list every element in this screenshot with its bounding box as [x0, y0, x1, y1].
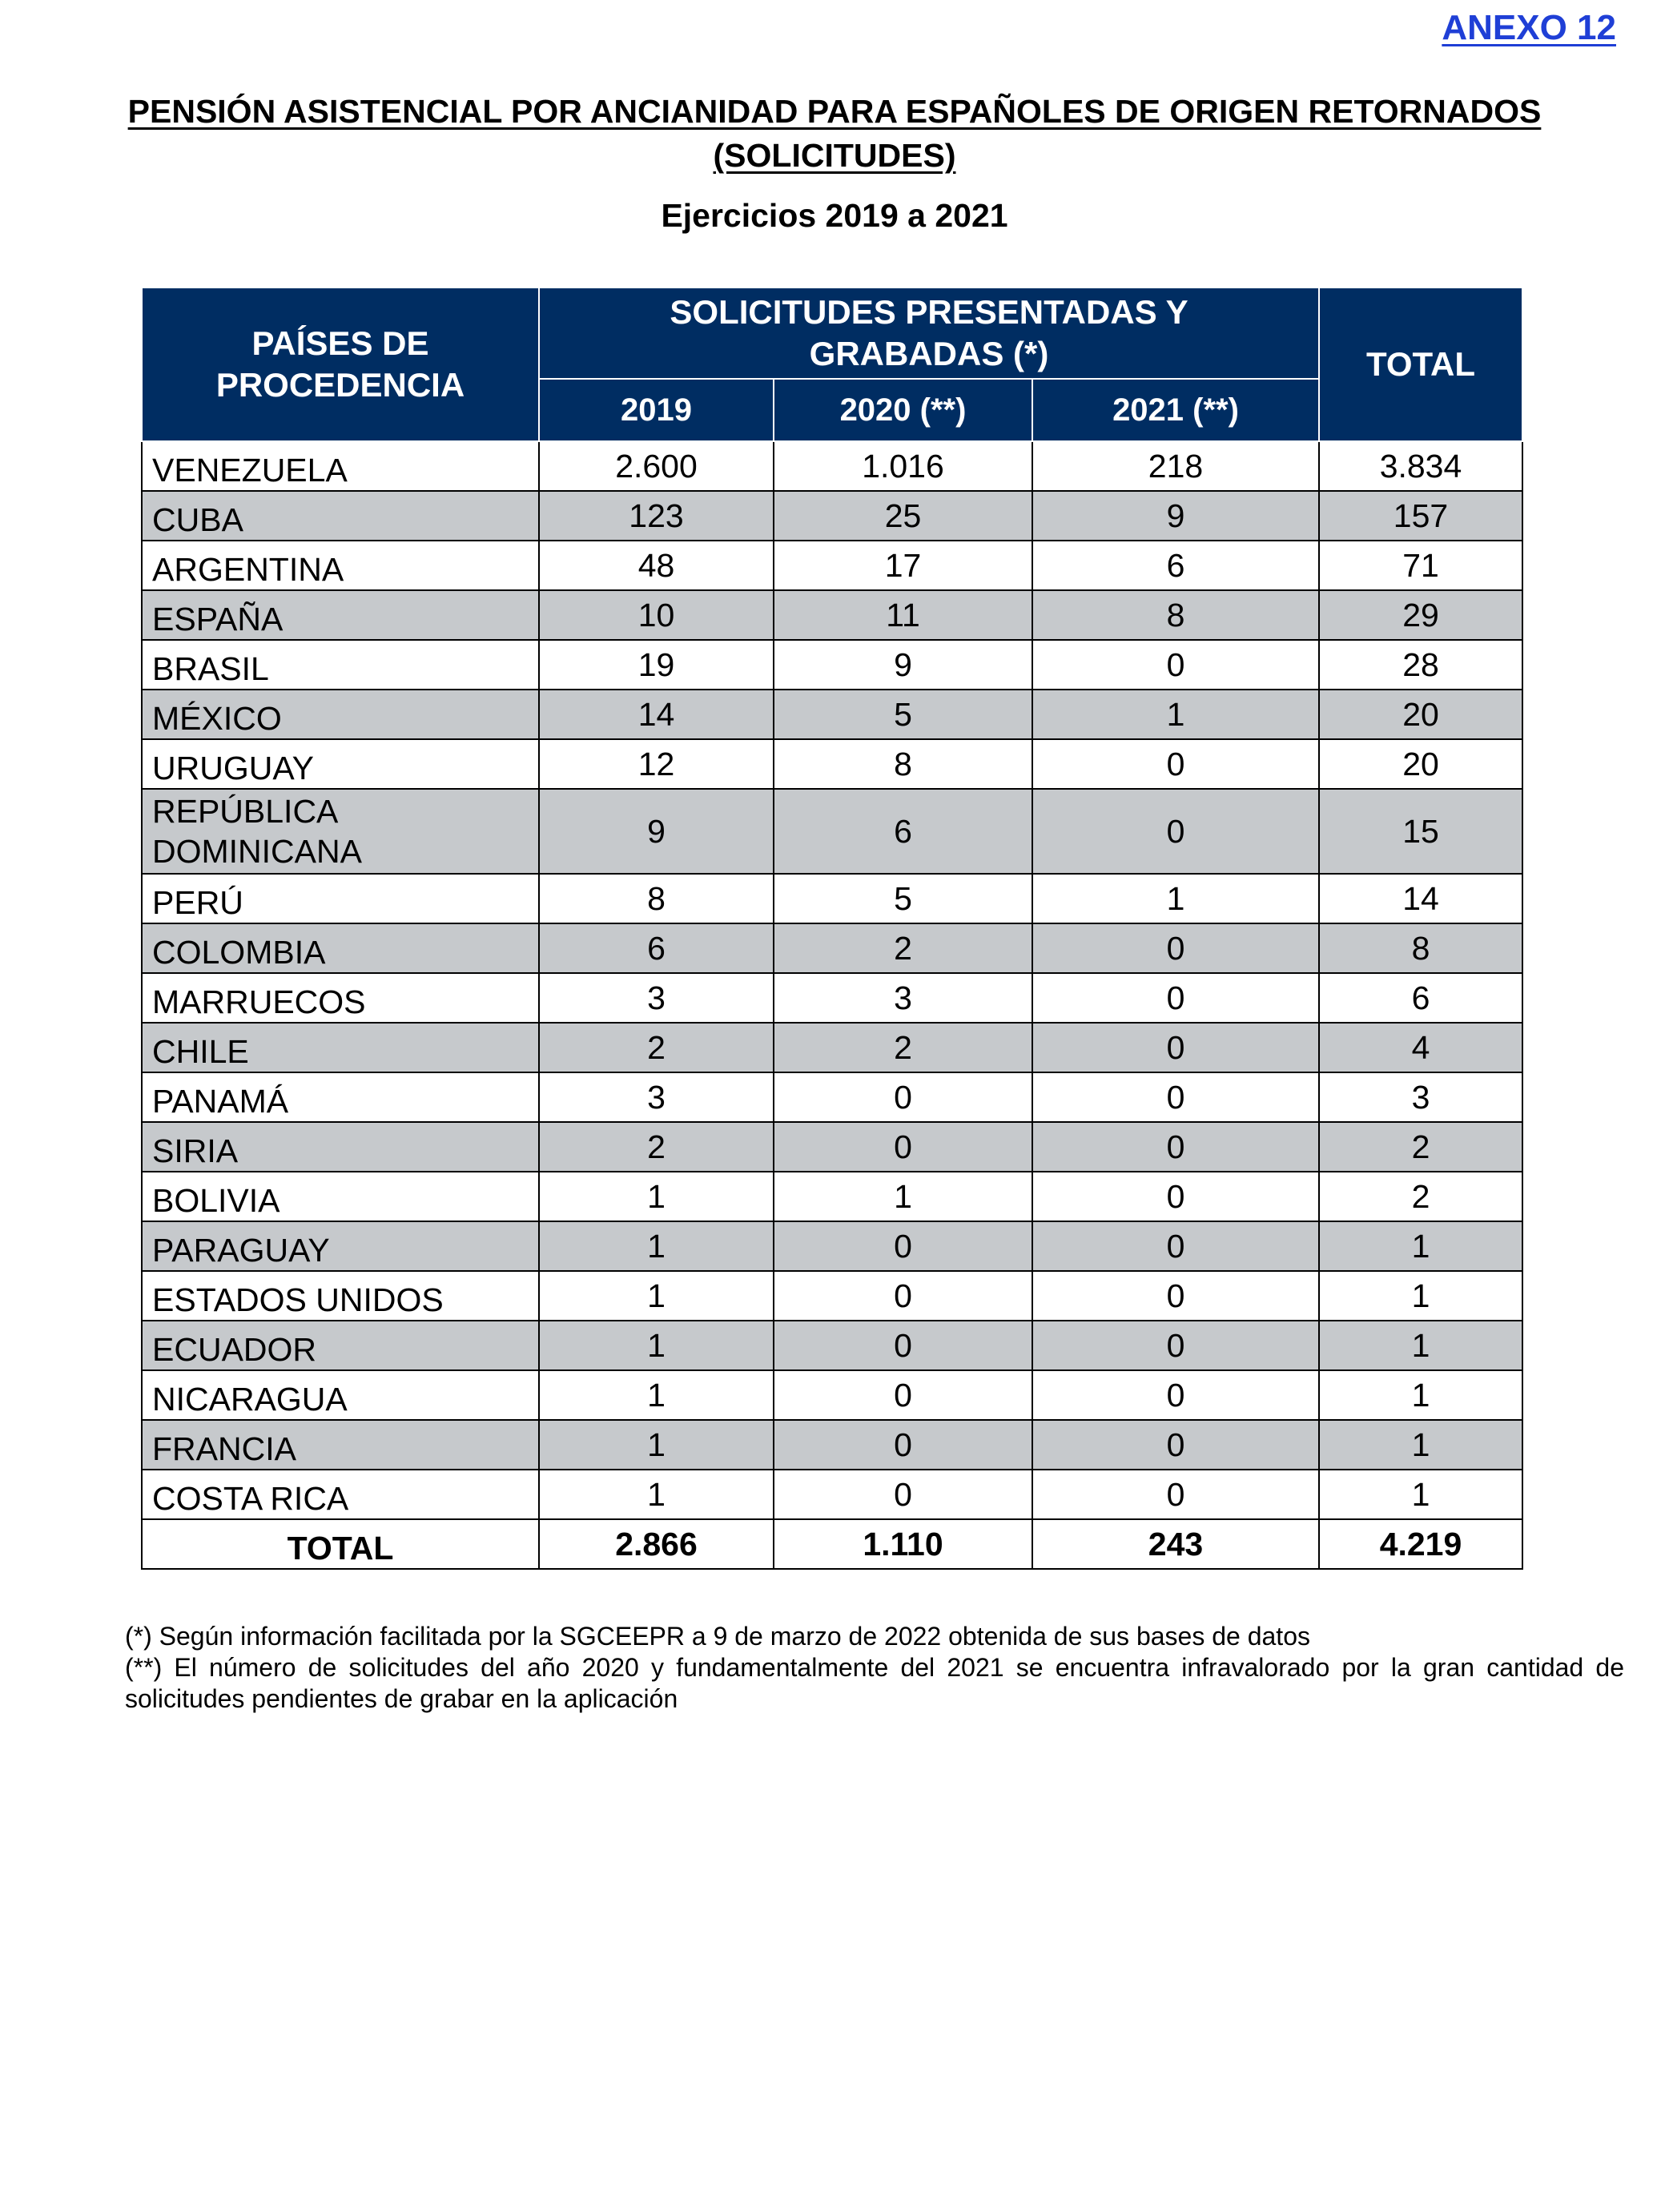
table-row — [142, 1370, 1522, 1420]
country-cell: VENEZUELA — [142, 441, 539, 491]
country-cell: URUGUAY — [142, 739, 539, 789]
value-2021: 218 — [1032, 441, 1319, 491]
country-cell: NICARAGUA — [142, 1370, 539, 1420]
grand-total: 4.219 — [1319, 1519, 1522, 1569]
value-2019: 9 — [539, 789, 774, 874]
value-2021: 1 — [1032, 690, 1319, 739]
value-total: 15 — [1319, 789, 1522, 874]
table-row — [142, 640, 1522, 690]
value-2019: 12 — [539, 739, 774, 789]
value-2021: 0 — [1032, 1072, 1319, 1122]
page-title — [0, 90, 1669, 178]
value-total: 1 — [1319, 1370, 1522, 1420]
value-2020: 1.016 — [774, 441, 1032, 491]
value-2020: 0 — [774, 1470, 1032, 1519]
country-line-2: DOMINICANA — [152, 833, 362, 870]
country-cell: PARAGUAY — [142, 1221, 539, 1271]
country-cell — [142, 789, 539, 874]
header-total: TOTAL — [1319, 288, 1522, 441]
value-total: 1 — [1319, 1420, 1522, 1470]
table-row — [142, 541, 1522, 590]
value-2019: 2.600 — [539, 441, 774, 491]
header-applications-group — [539, 288, 1319, 379]
value-2021: 0 — [1032, 1321, 1319, 1370]
value-2021: 1 — [1032, 874, 1319, 923]
country-cell: COSTA RICA — [142, 1470, 539, 1519]
title-line-2: (SOLICITUDES) — [713, 137, 956, 174]
value-2021: 9 — [1032, 491, 1319, 541]
applications-table — [141, 287, 1523, 1570]
value-2021: 0 — [1032, 973, 1319, 1023]
value-total: 1 — [1319, 1321, 1522, 1370]
value-2019: 19 — [539, 640, 774, 690]
value-total: 20 — [1319, 739, 1522, 789]
value-2020: 9 — [774, 640, 1032, 690]
country-cell: MARRUECOS — [142, 973, 539, 1023]
value-2020: 0 — [774, 1370, 1032, 1420]
value-total: 3 — [1319, 1072, 1522, 1122]
value-2021: 0 — [1032, 1023, 1319, 1072]
value-2020: 1 — [774, 1172, 1032, 1221]
country-cell: PERÚ — [142, 874, 539, 923]
value-total: 29 — [1319, 590, 1522, 640]
value-2020: 0 — [774, 1122, 1032, 1172]
value-2020: 2 — [774, 923, 1032, 973]
value-total: 1 — [1319, 1271, 1522, 1321]
country-cell: CUBA — [142, 491, 539, 541]
footnote-2: (**) El número de solicitudes del año 2020 y fundamentalmente del 2021 se encuentra infravalorado por la gran cantidad de solicitudes pendientes de grabar en la aplicación — [125, 1653, 1624, 1713]
value-2021: 6 — [1032, 541, 1319, 590]
table-row — [142, 1470, 1522, 1519]
value-2021: 0 — [1032, 1470, 1319, 1519]
table-row — [142, 973, 1522, 1023]
header-group-line-2: GRABADAS (*) — [809, 335, 1049, 372]
value-2020: 0 — [774, 1420, 1032, 1470]
header-year-2021: 2021 (**) — [1032, 379, 1319, 441]
value-2020: 0 — [774, 1321, 1032, 1370]
value-total: 3.834 — [1319, 441, 1522, 491]
value-2020: 25 — [774, 491, 1032, 541]
value-total: 6 — [1319, 973, 1522, 1023]
value-2019: 123 — [539, 491, 774, 541]
value-total: 2 — [1319, 1172, 1522, 1221]
table-row — [142, 923, 1522, 973]
country-cell: ESPAÑA — [142, 590, 539, 640]
country-cell: SIRIA — [142, 1122, 539, 1172]
country-cell: BOLIVIA — [142, 1172, 539, 1221]
table-row — [142, 441, 1522, 491]
value-total: 28 — [1319, 640, 1522, 690]
country-cell: CHILE — [142, 1023, 539, 1072]
title-line-1: PENSIÓN ASISTENCIAL POR ANCIANIDAD PARA ESPAÑOLES DE ORIGEN RETORNADOS — [127, 93, 1542, 130]
page-subtitle: Ejercicios 2019 a 2021 — [661, 197, 1008, 234]
value-2019: 14 — [539, 690, 774, 739]
country-cell: BRASIL — [142, 640, 539, 690]
value-2019: 6 — [539, 923, 774, 973]
value-total: 1 — [1319, 1470, 1522, 1519]
value-total: 14 — [1319, 874, 1522, 923]
header-country-line-1: PAÍSES DE — [251, 324, 429, 362]
value-2019: 1 — [539, 1370, 774, 1420]
value-2020: 0 — [774, 1271, 1032, 1321]
table-row — [142, 1122, 1522, 1172]
value-2020: 3 — [774, 973, 1032, 1023]
table-row — [142, 739, 1522, 789]
value-2019: 3 — [539, 1072, 774, 1122]
table-row — [142, 1072, 1522, 1122]
value-2021: 0 — [1032, 640, 1319, 690]
value-2020: 11 — [774, 590, 1032, 640]
header-year-2019: 2019 — [539, 379, 774, 441]
value-2019: 1 — [539, 1420, 774, 1470]
country-cell: MÉXICO — [142, 690, 539, 739]
value-2019: 1 — [539, 1271, 774, 1321]
value-2021: 0 — [1032, 1420, 1319, 1470]
header-group-line-1: SOLICITUDES PRESENTADAS Y — [670, 293, 1188, 331]
value-2019: 1 — [539, 1221, 774, 1271]
total-label: TOTAL — [142, 1519, 539, 1569]
value-2021: 0 — [1032, 1172, 1319, 1221]
value-2019: 48 — [539, 541, 774, 590]
value-2019: 1 — [539, 1321, 774, 1370]
annex-label: ANEXO 12 — [1442, 8, 1616, 47]
value-2020: 0 — [774, 1072, 1032, 1122]
header-country-line-2: PROCEDENCIA — [215, 366, 465, 404]
value-2021: 0 — [1032, 1271, 1319, 1321]
value-2021: 0 — [1032, 1122, 1319, 1172]
value-2021: 0 — [1032, 1370, 1319, 1420]
value-2021: 0 — [1032, 1221, 1319, 1271]
value-2021: 0 — [1032, 789, 1319, 874]
value-2021: 0 — [1032, 923, 1319, 973]
table-row — [142, 1420, 1522, 1470]
value-2020: 5 — [774, 690, 1032, 739]
footnotes — [125, 1621, 1624, 1715]
total-row — [142, 1519, 1522, 1569]
value-2019: 10 — [539, 590, 774, 640]
value-2020: 8 — [774, 739, 1032, 789]
table-row — [142, 1321, 1522, 1370]
value-2020: 0 — [774, 1221, 1032, 1271]
country-cell: ARGENTINA — [142, 541, 539, 590]
table-row — [142, 789, 1522, 874]
value-2019: 2 — [539, 1023, 774, 1072]
table-row — [142, 1221, 1522, 1271]
value-total: 157 — [1319, 491, 1522, 541]
value-2021: 8 — [1032, 590, 1319, 640]
country-cell: ECUADOR — [142, 1321, 539, 1370]
value-2019: 1 — [539, 1172, 774, 1221]
table-row — [142, 1023, 1522, 1072]
value-2021: 0 — [1032, 739, 1319, 789]
value-total: 2 — [1319, 1122, 1522, 1172]
country-line-1: REPÚBLICA — [152, 793, 339, 830]
value-2020: 2 — [774, 1023, 1032, 1072]
country-cell: FRANCIA — [142, 1420, 539, 1470]
value-total: 71 — [1319, 541, 1522, 590]
total-2019: 2.866 — [539, 1519, 774, 1569]
value-total: 8 — [1319, 923, 1522, 973]
country-cell: COLOMBIA — [142, 923, 539, 973]
value-total: 20 — [1319, 690, 1522, 739]
table-row — [142, 1271, 1522, 1321]
table-row — [142, 1172, 1522, 1221]
value-total: 1 — [1319, 1221, 1522, 1271]
table-row — [142, 690, 1522, 739]
table-row — [142, 874, 1522, 923]
value-2020: 6 — [774, 789, 1032, 874]
value-2019: 3 — [539, 973, 774, 1023]
total-2020: 1.110 — [774, 1519, 1032, 1569]
country-cell: PANAMÁ — [142, 1072, 539, 1122]
value-2020: 5 — [774, 874, 1032, 923]
footnote-1: (*) Según información facilitada por la SGCEEPR a 9 de marzo de 2022 obtenida de sus bases de datos — [125, 1622, 1310, 1651]
value-2019: 1 — [539, 1470, 774, 1519]
value-2020: 17 — [774, 541, 1032, 590]
country-cell: ESTADOS UNIDOS — [142, 1271, 539, 1321]
value-total: 4 — [1319, 1023, 1522, 1072]
total-2021: 243 — [1032, 1519, 1319, 1569]
value-2019: 2 — [539, 1122, 774, 1172]
header-year-2020: 2020 (**) — [774, 379, 1032, 441]
header-country — [142, 288, 539, 441]
value-2019: 8 — [539, 874, 774, 923]
table-row — [142, 590, 1522, 640]
table-row — [142, 491, 1522, 541]
